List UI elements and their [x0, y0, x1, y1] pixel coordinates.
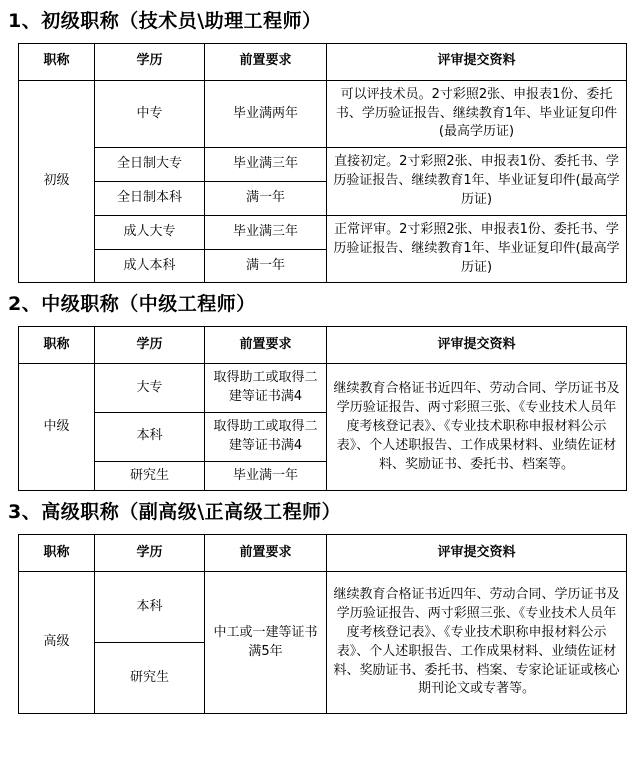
prerequisite-cell: 满一年	[205, 182, 327, 216]
prerequisite-cell: 取得助工或取得二建等证书满4	[205, 364, 327, 413]
column-header-prerequisite: 前置要求	[205, 43, 327, 80]
education-cell: 大专	[95, 364, 205, 413]
table-row	[19, 148, 627, 182]
table-row	[19, 364, 627, 413]
materials-cell: 正常评审。2寸彩照2张、申报表1份、委托书、学历验证报告、继续教育1年、毕业证复印件(最高学历证)	[327, 215, 627, 283]
section-title-3: 3、高级职称（副高级\正高级工程师）	[8, 501, 342, 524]
level-label-senior: 高级	[19, 572, 95, 714]
prerequisite-cell: 中工或一建等证书满5年	[205, 572, 327, 714]
materials-cell: 可以评技术员。2寸彩照2张、申报表1份、委托书、学历验证报告、继续教育1年、毕业证复印件(最高学历证)	[327, 80, 627, 148]
table-header-row	[19, 535, 627, 572]
section-intermediate-title-block	[0, 293, 637, 491]
table-header-row	[19, 43, 627, 80]
education-cell: 本科	[95, 572, 205, 643]
level-label-primary: 初级	[19, 80, 95, 283]
section-primary-title-block	[0, 10, 637, 283]
materials-cell: 继续教育合格证书近四年、劳动合同、学历证书及学历验证报告、两寸彩照三张、《专业技术人员年度考核登记表》、《专业技术职称申报材料公示表》、个人述职报告、工作成果材料、业绩佐证材料、奖励证书、委托书、档案等。	[327, 364, 627, 491]
column-header-education: 学历	[95, 43, 205, 80]
table-senior	[18, 534, 627, 714]
column-header-title: 职称	[19, 327, 95, 364]
education-cell: 中专	[95, 80, 205, 148]
education-cell: 全日制大专	[95, 148, 205, 182]
prerequisite-cell: 满一年	[205, 249, 327, 283]
level-label-intermediate: 中级	[19, 364, 95, 491]
prerequisite-cell: 毕业满两年	[205, 80, 327, 148]
column-header-prerequisite: 前置要求	[205, 327, 327, 364]
column-header-prerequisite: 前置要求	[205, 535, 327, 572]
section-senior-title-block	[0, 501, 637, 714]
column-header-materials: 评审提交资料	[327, 43, 627, 80]
table-primary	[18, 43, 627, 284]
prerequisite-cell: 取得助工或取得二建等证书满4	[205, 412, 327, 461]
education-cell: 全日制本科	[95, 182, 205, 216]
table-row	[19, 215, 627, 249]
section-title-1: 1、初级职称（技术员\助理工程师）	[8, 10, 322, 32]
column-header-materials: 评审提交资料	[327, 327, 627, 364]
education-cell: 本科	[95, 412, 205, 461]
prerequisite-cell: 毕业满三年	[205, 148, 327, 182]
section-title-2: 2、中级职称（中级工程师）	[8, 293, 256, 316]
table-header-row	[19, 327, 627, 364]
column-header-materials: 评审提交资料	[327, 535, 627, 572]
education-cell: 成人大专	[95, 215, 205, 249]
table-row	[19, 80, 627, 148]
column-header-title: 职称	[19, 43, 95, 80]
column-header-education: 学历	[95, 535, 205, 572]
education-cell: 研究生	[95, 461, 205, 491]
prerequisite-cell: 毕业满一年	[205, 461, 327, 491]
table-intermediate	[18, 326, 627, 491]
prerequisite-cell: 毕业满三年	[205, 215, 327, 249]
materials-cell: 继续教育合格证书近四年、劳动合同、学历证书及学历验证报告、两寸彩照三张、《专业技术人员年度考核登记表》、《专业技术职称申报材料公示表》、个人述职报告、工作成果材料、业绩佐证材料、奖励证书、委托书、档案、专家论证证或核心期刊论文或专著等。	[327, 572, 627, 714]
column-header-title: 职称	[19, 535, 95, 572]
column-header-education: 学历	[95, 327, 205, 364]
table-row	[19, 572, 627, 643]
document-page	[0, 10, 637, 714]
education-cell: 成人本科	[95, 249, 205, 283]
materials-cell: 直接初定。2寸彩照2张、申报表1份、委托书、学历验证报告、继续教育1年、毕业证复印件(最高学历证)	[327, 148, 627, 216]
education-cell: 研究生	[95, 643, 205, 714]
